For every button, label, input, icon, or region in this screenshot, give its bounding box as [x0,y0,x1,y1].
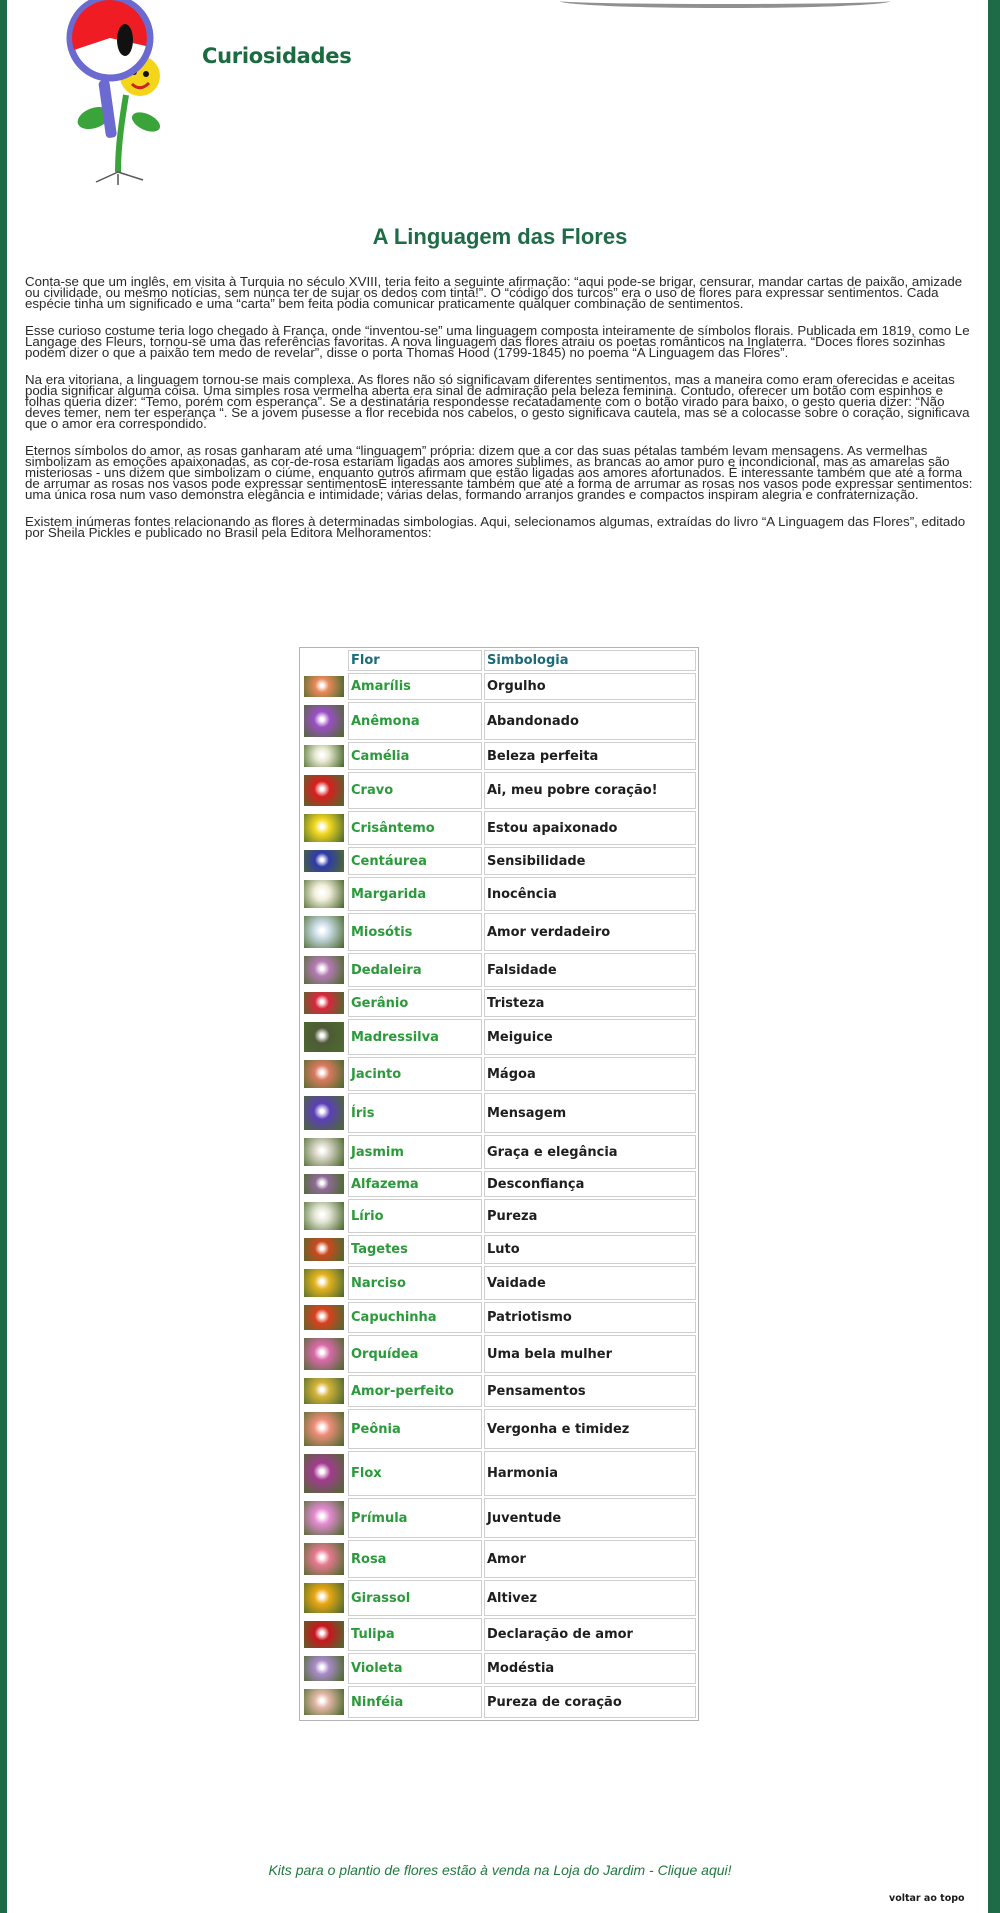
flower-thumbnail [302,1653,346,1684]
flower-photo-icon [304,992,344,1014]
flower-name: Narciso [348,1266,482,1300]
flower-thumbnail [302,1235,346,1264]
flower-meaning: Vergonha e timidez [484,1409,696,1449]
flower-name: Violeta [348,1653,482,1684]
flower-name: Prímula [348,1498,482,1538]
flower-thumbnail [302,1302,346,1333]
flower-photo-icon [304,1269,344,1297]
flower-thumbnail [302,811,346,845]
flower-meaning: Mágoa [484,1057,696,1091]
flower-photo-icon [304,1305,344,1330]
flower-meaning: Orgulho [484,673,696,700]
flower-meaning: Juventude [484,1498,696,1538]
flower-thumbnail [302,1686,346,1718]
flower-thumbnail [302,1580,346,1616]
flower-symbology-table [299,647,699,1721]
table-row [302,1135,696,1169]
flower-photo-icon [304,1338,344,1370]
paragraph: Na era vitoriana, a linguagem tornou-se mais complexa. As flores não só significavam diferentes sentimentos, mas a maneira como eram oferecidas e aceitas podia significar alguma coisa. Uma simples rosa vermelha aberta era sinal de admiração pela beleza feminina. Contudo, oferecer um botão com espinhos e folhas queria dizer: “Temo, porém com esperança”. Se a destinatária respondesse recatadamente com o botão virado para baixo, o gesto queria dizer: “Não deves temer, nem ter esperança “. Se a jovem pusesse a flor recebida nos cabelos, o gesto significava cautela, mas se a colocasse sobre o coração, significava que o amor era correspondido. [25,372,970,431]
flower-meaning: Ai, meu pobre coração! [484,772,696,809]
flower-photo-icon [304,1378,344,1404]
flower-meaning: Vaidade [484,1266,696,1300]
flower-photo-icon [304,1543,344,1575]
table-row [302,913,696,951]
flower-photo-icon [304,1138,344,1166]
table-row [302,1235,696,1264]
paragraph: Existem inúmeras fontes relacionando as flores à determinadas simbologias. Aqui, selecionamos algumas, extraídas do livro “A Linguagem das Flores”, editado por Sheila Pickles e publicado no Brasil pela Editora Melhoramentos: [25,514,966,540]
flower-meaning: Meiguice [484,1019,696,1055]
flower-thumbnail [302,1093,346,1133]
flower-mascot-icon [48,0,168,185]
flower-photo-icon [304,880,344,908]
flower-name: Lírio [348,1199,482,1233]
flower-name: Gerânio [348,989,482,1017]
table-row [302,1375,696,1407]
flower-thumbnail [302,1057,346,1091]
flower-photo-icon [304,1583,344,1613]
flower-photo-icon [304,916,344,948]
right-border [988,0,1000,1913]
flower-meaning: Desconfiança [484,1171,696,1197]
table-row [302,1653,696,1684]
table-row [302,847,696,875]
flower-meaning: Pureza de coração [484,1686,696,1718]
flower-name: Dedaleira [348,953,482,987]
table-row [302,1686,696,1718]
flower-photo-icon [304,1656,344,1681]
flower-name: Centáurea [348,847,482,875]
flower-photo-icon [304,705,344,737]
flower-thumbnail [302,1335,346,1373]
flower-photo-icon [304,814,344,842]
flower-thumbnail [302,1618,346,1651]
table-row [302,989,696,1017]
flower-name: Flox [348,1451,482,1496]
table-row [302,1618,696,1651]
flower-meaning: Tristeza [484,989,696,1017]
table-row [302,1498,696,1538]
thumbnail-header [302,650,346,671]
flower-meaning: Inocência [484,877,696,911]
flower-name: Orquídea [348,1335,482,1373]
flower-photo-icon [304,1202,344,1230]
flower-name: Tagetes [348,1235,482,1264]
table-row [302,953,696,987]
flower-meaning: Harmonia [484,1451,696,1496]
flower-meaning: Sensibilidade [484,847,696,875]
flower-meaning: Modéstia [484,1653,696,1684]
flower-photo-icon [304,1621,344,1648]
flower-photo-icon [304,1174,344,1194]
flower-thumbnail [302,847,346,875]
table-row [302,811,696,845]
table-row [302,1451,696,1496]
flower-name: Amarílis [348,673,482,700]
table-row [302,673,696,700]
table-row [302,1266,696,1300]
flower-meaning: Mensagem [484,1093,696,1133]
shop-promo-link[interactable]: Kits para o plantio de flores estão à venda na Loja do Jardim - Clique aqui! [268,1862,732,1878]
flower-name: Amor-perfeito [348,1375,482,1407]
flower-meaning: Uma bela mulher [484,1335,696,1373]
flower-photo-icon [304,1022,344,1052]
flower-photo-icon [304,745,344,767]
flower-name: Margarida [348,877,482,911]
table-row [302,1057,696,1091]
flower-thumbnail [302,1451,346,1496]
flower-thumbnail [302,1171,346,1197]
flower-meaning: Amor verdadeiro [484,913,696,951]
flower-meaning: Graça e elegância [484,1135,696,1169]
flower-meaning: Patriotismo [484,1302,696,1333]
flower-name: Rosa [348,1540,482,1578]
table-row [302,877,696,911]
table-row [302,772,696,809]
article-body [25,276,973,554]
paragraph: Eternos símbolos do amor, as rosas ganharam até uma “linguagem” própria: dizem que a cor das suas pétalas também levam mensagens. As vermelhas simbolizam as emoções apaixonadas, as cor-de-rosa estariam ligadas aos amores sublimes, as brancas ao amor puro e incondicional, mas as amarelas são misteriosas - uns dizem que simbolizam o ciúme, enquanto outros afirmam que estão ligadas aos amores afortunados. É interessante também que até a forma de arrumar as rosas nos vasos pode expressar sentimentosÉ interessante também que até a forma de arrumar as rosas nos vasos pode expressar sentimentos: uma única rosa num vaso demonstra elegância e intimidade; várias delas, formando arranjos grandes e compactos inspiram alegria e confraternização. [25,443,973,502]
flower-name: Capuchinha [348,1302,482,1333]
flower-thumbnail [302,1409,346,1449]
flower-photo-icon [304,1060,344,1088]
flower-thumbnail [302,953,346,987]
flower-name: Ninféia [348,1686,482,1718]
flower-meaning: Estou apaixonado [484,811,696,845]
flower-meaning: Falsidade [484,953,696,987]
table-row [302,1335,696,1373]
flower-meaning: Amor [484,1540,696,1578]
flower-column-header: Flor [348,650,482,671]
flower-thumbnail [302,1135,346,1169]
flower-name: Girassol [348,1580,482,1616]
table-row [302,742,696,770]
flower-name: Jasmim [348,1135,482,1169]
flower-thumbnail [302,989,346,1017]
flower-name: Madressilva [348,1019,482,1055]
flower-name: Anêmona [348,702,482,740]
flower-name: Alfazema [348,1171,482,1197]
flower-photo-icon [304,1689,344,1715]
table-header-row [302,650,696,671]
flower-thumbnail [302,742,346,770]
flower-photo-icon [304,775,344,806]
flower-thumbnail [302,913,346,951]
flower-name: Tulipa [348,1618,482,1651]
flower-thumbnail [302,1266,346,1300]
table-row [302,1540,696,1578]
flower-thumbnail [302,673,346,700]
left-border [0,0,7,1913]
flower-photo-icon [304,1238,344,1261]
flower-name: Crisântemo [348,811,482,845]
flower-meaning: Luto [484,1235,696,1264]
table-row [302,1171,696,1197]
flower-meaning: Pensamentos [484,1375,696,1407]
flower-photo-icon [304,1096,344,1130]
flower-meaning: Pureza [484,1199,696,1233]
back-to-top-link[interactable]: voltar ao topo [889,1893,965,1904]
paragraph: Conta-se que um inglês, em visita à Turquia no século XVIII, teria feito a seguinte afirmação: “aqui pode-se brigar, censurar, mandar cartas de paixão, amizade ou civilidade, ou mesmo notícias, sem nunca ter de sujar os dedos com tinta!”. O “código dos turcos” era o uso de flores para expressar sentimentos. Cada espécie tinha um significado e uma “carta” bem feita podia comunicar praticamente qualquer combinação de sentimentos. [25,274,963,311]
flower-thumbnail [302,1375,346,1407]
flower-name: Camélia [348,742,482,770]
table-row [302,1302,696,1333]
flower-thumbnail [302,702,346,740]
table-row [302,1409,696,1449]
section-title: Curiosidades [202,44,352,68]
table-row [302,1019,696,1055]
flower-name: Íris [348,1093,482,1133]
flower-thumbnail [302,1498,346,1538]
flower-name: Miosótis [348,913,482,951]
flower-thumbnail [302,1540,346,1578]
paragraph: Esse curioso costume teria logo chegado à França, onde “inventou-se” uma linguagem composta inteiramente de símbolos florais. Publicada em 1819, como Le Langage des Fleurs, tornou-se uma das referências favoritas. A nova linguagem das flores atraiu os poetas românticos na Inglaterra. “Doces flores sozinhas podem dizer o que a paixão tem medo de revelar”, disse o porta Thomas Hood (1799-1845) no poema “A Linguagem das Flores”. [25,323,970,360]
meaning-column-header: Simbologia [484,650,696,671]
flower-thumbnail [302,1199,346,1233]
flower-name: Peônia [348,1409,482,1449]
flower-name: Cravo [348,772,482,809]
flower-thumbnail [302,1019,346,1055]
flower-photo-icon [304,1412,344,1446]
flower-thumbnail [302,772,346,809]
table-row [302,1580,696,1616]
top-decoration [560,0,890,8]
flower-photo-icon [304,676,344,697]
flower-photo-icon [304,1501,344,1535]
table-row [302,1199,696,1233]
flower-photo-icon [304,956,344,984]
flower-meaning: Altivez [484,1580,696,1616]
flower-thumbnail [302,877,346,911]
flower-name: Jacinto [348,1057,482,1091]
table-row [302,1093,696,1133]
flower-meaning: Beleza perfeita [484,742,696,770]
flower-photo-icon [304,850,344,872]
table-row [302,702,696,740]
flower-meaning: Declaração de amor [484,1618,696,1651]
page-title: A Linguagem das Flores [372,224,628,249]
flower-photo-icon [304,1454,344,1493]
flower-meaning: Abandonado [484,702,696,740]
